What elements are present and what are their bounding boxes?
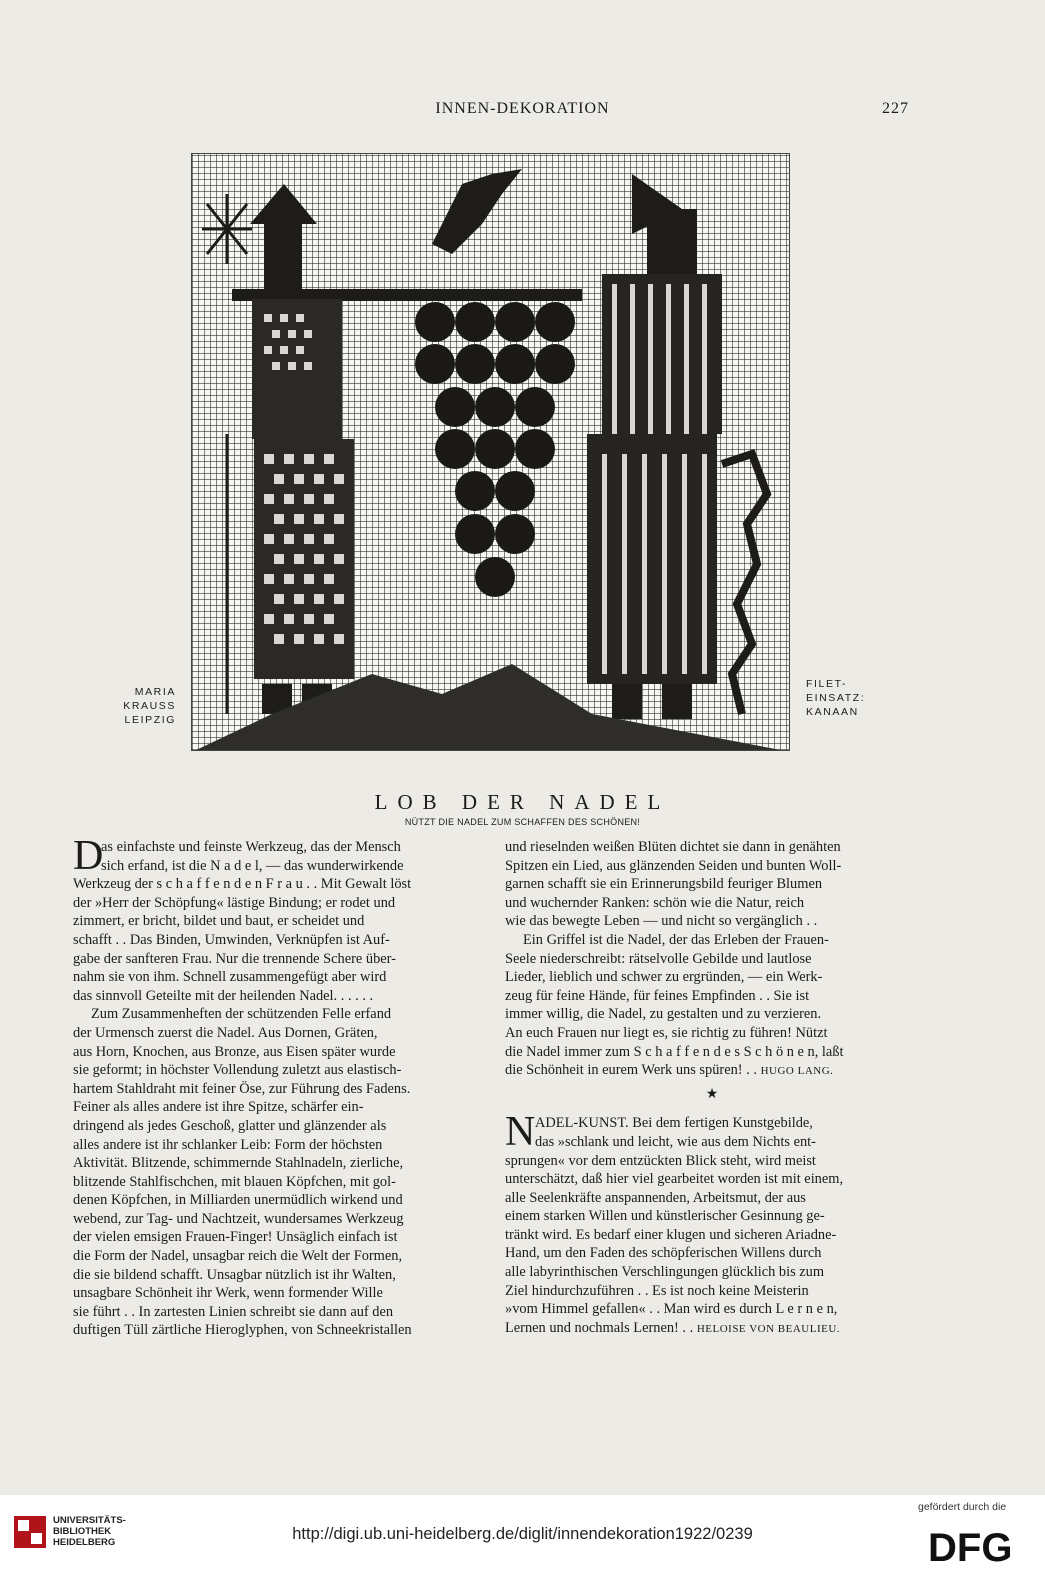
text-line: Feiner als alles andere ist ihre Spitze, schärfer ein- xyxy=(73,1099,364,1116)
drop-capital: D xyxy=(73,833,104,879)
text-line: Lieder, lieblich und schwer zu ergründen, — ein Werk- xyxy=(505,969,823,986)
text-line: die Form der Nadel, unsagbar reich die Welt der Formen, xyxy=(73,1248,403,1265)
text-line: dringend als jedes Geschoß, glatter und glänzender als xyxy=(73,1117,387,1134)
text-line: blitzende Stahlfischchen, mit blauen Köpfchen, mit gol- xyxy=(73,1173,396,1190)
filet-embroidery-illustration xyxy=(191,153,790,751)
artist-caption xyxy=(106,685,176,727)
text-line: sprungen« vor dem entzückten Blick steht, wird meist xyxy=(505,1152,816,1169)
text-line: der Urmensch zuerst die Nadel. Aus Dornen, Gräten, xyxy=(73,1024,378,1041)
text-line: Zum Zusammenheften der schützenden Felle erfand xyxy=(91,1006,392,1023)
text-line: nahm sie von ihm. Schnell zusammengefügt aber wird xyxy=(73,969,387,986)
text-line: Aktivität. Blitzende, schimmernde Stahlnadeln, zierliche, xyxy=(73,1155,404,1172)
text-line: as einfachste und feinste Werkzeug, das der Mensch xyxy=(101,839,401,855)
caption-line: KRAUSS xyxy=(123,700,176,712)
text-line: der vielen emsigen Frauen-Finger! Unsäglich einfach ist xyxy=(73,1229,398,1246)
dfg-logo-icon[interactable] xyxy=(928,1525,1032,1565)
text-line: Lernen und nochmals Lernen! . . xyxy=(505,1319,694,1336)
text-line: sie führt . . In zartesten Linien schreibt sie dann auf den xyxy=(73,1303,394,1320)
text-line: unsagbare Schönheit ihr Werk, wenn formender Wille xyxy=(73,1285,383,1302)
text-line: wie das bewegte Leben — und nicht so vergänglich . . xyxy=(505,913,818,930)
running-title: INNEN-DEKORATION xyxy=(435,100,610,117)
footer-bar xyxy=(0,1495,1045,1580)
text-line: Ein Griffel ist die Nadel, der das Erleben der Frauen- xyxy=(523,931,829,948)
drop-capital: N xyxy=(505,1109,536,1156)
text-line: tränkt wird. Es bedarf einer klugen und sicheren Ariadne- xyxy=(505,1226,837,1243)
vine xyxy=(722,454,767,714)
article-subtitle: NÜTZT DIE NADEL ZUM SCHAFFEN DES SCHÖNEN! xyxy=(404,817,641,827)
page-header xyxy=(0,100,1045,124)
text-line: aus Horn, Knochen, aus Bronze, aus Eisen später wurde xyxy=(73,1043,396,1060)
text-line: An euch Frauen nur liegt es, sie richtig zu führen! Nützt xyxy=(505,1024,828,1041)
filet-artwork xyxy=(192,154,790,751)
caption-line: KANAAN xyxy=(806,706,859,718)
text-line: Hand, um den Faden des schöpferischen Willens durch xyxy=(505,1245,822,1262)
text-line-with-signature xyxy=(505,1319,919,1338)
text-line: Ziel hindurchzuführen . . Es ist noch keine Meisterin xyxy=(505,1282,809,1299)
text-line: sie geformt; in höchster Vollendung zuletzt aus elastisch- xyxy=(73,1062,402,1079)
text-line: gabe der sanfteren Frau. Nur die trennende Schere über- xyxy=(73,950,396,967)
institution-line: BIBLIOTHEK xyxy=(53,1526,112,1537)
text-column-left xyxy=(73,833,487,1340)
text-line: sich erfand, ist die N a d e l, — das wunderwirkende xyxy=(101,857,404,874)
text-line: unterschätzt, daß hier viel gearbeitet worden ist mit einem, xyxy=(505,1171,844,1188)
text-line: alle Seelenkräfte anspannenden, Arbeitsmut, der aus xyxy=(505,1189,806,1206)
grape-cluster xyxy=(415,302,575,597)
text-line: alle labyrinthischen Verschlingungen glücklich bis zum xyxy=(505,1264,825,1281)
work-caption xyxy=(806,677,886,719)
dfg-logo-text: DFG xyxy=(928,1526,1013,1565)
text-line: »vom Himmel gefallen« . . Man wird es durch L e r n e n, xyxy=(505,1301,838,1318)
text-line: Spitzen ein Lied, aus glänzenden Seiden und bunten Woll- xyxy=(505,857,842,874)
text-line: Seele niederschreibt: rätselvolle Gebilde und lautlose xyxy=(505,950,812,967)
institution-line: HEIDELBERG xyxy=(53,1537,116,1548)
funder-label: gefördert durch die xyxy=(918,1501,1007,1513)
caption-line: FILET- xyxy=(806,678,848,690)
author-signature: HELOISE VON BEAULIEU. xyxy=(696,1322,841,1335)
text-line: webend, zur Tag- und Nachtzeit, wundersames Werkzeug xyxy=(73,1210,404,1227)
text-line: das sinnvoll Geteilte mit der heilenden Nadel. . . . . . xyxy=(73,987,374,1004)
text-line: das »schlank und leicht, wie aus dem Nichts ent- xyxy=(535,1133,816,1150)
source-url-link[interactable]: http://digi.ub.uni-heidelberg.de/diglit/innendekoration1922/0239 xyxy=(292,1525,753,1543)
institution-line: UNIVERSITÄTS- xyxy=(53,1515,126,1526)
wheat-leaves xyxy=(432,169,522,254)
text-line: garnen schafft sie ein Erinnerungsbild feuriger Blumen xyxy=(505,876,823,893)
caption-line: LEIPZIG xyxy=(124,714,176,726)
text-line: einem starken Willen und künstlerischer Gesinnung ge- xyxy=(505,1208,825,1225)
text-line: ADEL-KUNST. Bei dem fertigen Kunstgebilde, xyxy=(535,1115,813,1132)
text-line: hartem Stahldraht mit feiner Öse, zur Führung des Fadens. xyxy=(73,1080,411,1097)
star-flower xyxy=(202,194,252,264)
text-line: schafft . . Das Binden, Umwinden, Verknüpfen ist Auf- xyxy=(73,931,390,948)
left-figure-hat xyxy=(250,184,317,224)
text-line: und wuchernder Ranken: schön wie die Natur, reich xyxy=(505,894,805,911)
text-line: der »Herr der Schöpfung« lästige Bindung; er rodet und xyxy=(73,894,396,911)
text-line: die Schönheit in eurem Werk uns spüren! . . xyxy=(505,1062,757,1079)
text-line: Werkzeug der s c h a f f e n d e n F r a u . . Mit Gewalt löst xyxy=(73,876,412,893)
caption-line: MARIA xyxy=(134,686,176,698)
text-line: alles andere ist ihr schlanker Leib: Form der höchsten xyxy=(73,1136,383,1153)
text-line: zeug für feine Hände, für feines Empfinden . . Sie ist xyxy=(505,987,810,1004)
text-line: die sie bildend schafft. Unsagbar nützlich ist ihr Walten, xyxy=(73,1266,396,1283)
author-signature: HUGO LANG. xyxy=(760,1065,834,1078)
section-separator-star: ★ xyxy=(705,1086,719,1102)
text-line: und rieselnden weißen Blüten dichtet sie dann in genähten xyxy=(505,839,841,855)
text-column-right xyxy=(505,838,919,1337)
text-line: immer willig, die Nadel, zu gestalten und zu verzieren. xyxy=(505,1006,822,1023)
text-line: denen Köpfchen, in Milliarden unermüdlich wirkend und xyxy=(73,1192,403,1209)
text-line-with-signature xyxy=(505,1061,919,1080)
text-line: die Nadel immer zum S c h a f f e n d e s S c h ö n e n, laßt xyxy=(505,1043,844,1060)
article-title: LOB DER NADEL xyxy=(374,790,671,814)
caption-line: EINSATZ: xyxy=(806,692,866,704)
page-number: 227 xyxy=(882,100,909,117)
text-line: duftigen Tüll zärtliche Hieroglyphen, von Schneekristallen xyxy=(73,1322,412,1339)
text-line: zimmert, er bricht, bildet und baut, er scheidet und xyxy=(73,913,365,930)
